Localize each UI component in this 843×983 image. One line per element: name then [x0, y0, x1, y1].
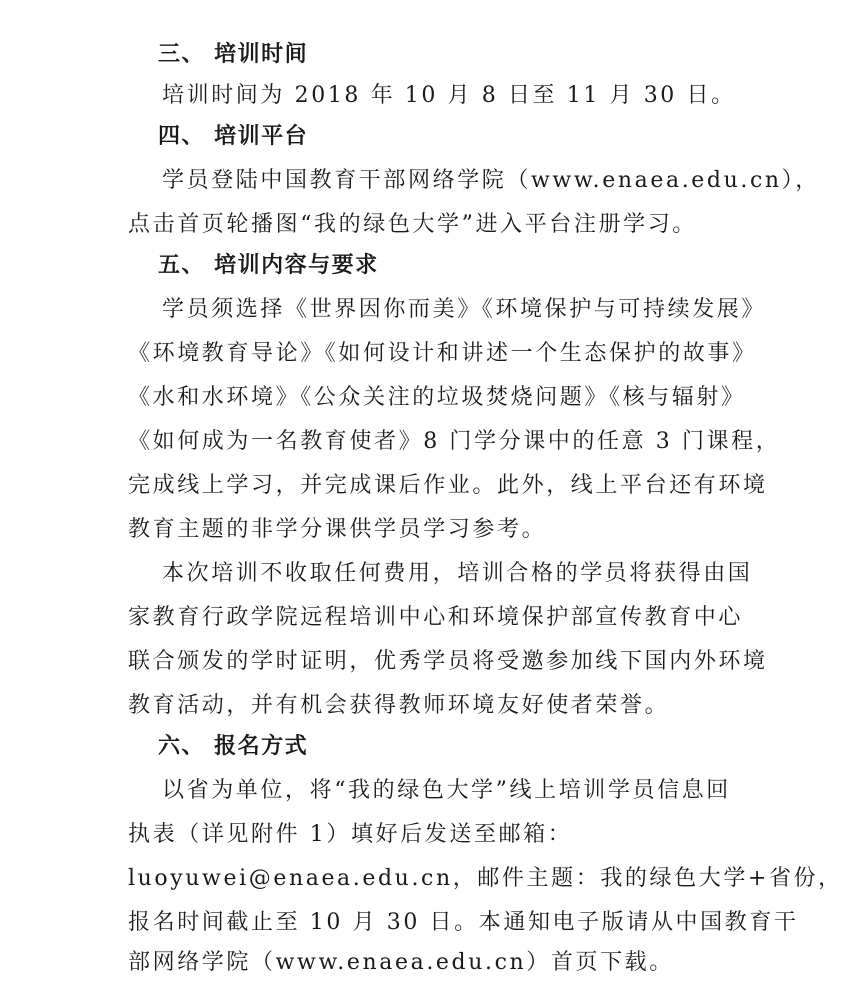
paragraph-line: 《水和水环境》《公众关注的垃圾焚烧问题》《核与辐射》 — [128, 385, 746, 410]
section-heading-training-platform: 四、 培训平台 — [158, 124, 309, 149]
paragraph-line: 培训时间为 2018 年 10 月 8 日至 11 月 30 日。 — [162, 83, 736, 108]
section-heading-registration: 六、 报名方式 — [158, 734, 309, 759]
paragraph-line: 点击首页轮播图“我的绿色大学”进入平台注册学习。 — [128, 212, 697, 237]
paragraph-line: 本次培训不收取任何费用，培训合格的学员将获得由国 — [162, 561, 753, 586]
paragraph-line: 《如何成为一名教育使者》8 门学分课中的任意 3 门课程， — [128, 429, 781, 454]
paragraph-line: luoyuwei@enaea.edu.cn，邮件主题：我的绿色大学+省份， — [128, 866, 843, 891]
paragraph-line: 完成线上学习，并完成课后作业。此外，线上平台还有环境 — [128, 473, 768, 498]
paragraph-line: 学员须选择《世界因你而美》《环境保护与可持续发展》 — [162, 297, 767, 322]
paragraph-line: 教育主题的非学分课供学员学习参考。 — [128, 517, 547, 542]
section-heading-training-time: 三、 培训时间 — [158, 42, 309, 67]
paragraph-line: 部网络学院（www.enaea.edu.cn）首页下载。 — [128, 950, 674, 975]
paragraph-line: 报名时间截止至 10 月 30 日。本通知电子版请从中国教育干 — [128, 910, 799, 935]
paragraph-line: 《环境教育导论》《如何设计和讲述一个生态保护的故事》 — [128, 341, 757, 366]
paragraph-line: 家教育行政学院远程培训中心和环境保护部宣传教育中心 — [128, 605, 744, 630]
paragraph-line: 教育活动，并有机会获得教师环境友好使者荣誉。 — [128, 693, 670, 718]
paragraph-line: 执表（详见附件 1）填好后发送至邮箱： — [128, 822, 573, 847]
section-heading-training-content: 五、 培训内容与要求 — [158, 253, 379, 278]
paragraph-line: 联合颁发的学时证明，优秀学员将受邀参加线下国内外环境 — [128, 649, 768, 674]
paragraph-line: 学员登陆中国教育干部网络学院（www.enaea.edu.cn）， — [162, 168, 820, 193]
paragraph-line: 以省为单位，将“我的绿色大学”线上培训学员信息回 — [162, 778, 731, 803]
